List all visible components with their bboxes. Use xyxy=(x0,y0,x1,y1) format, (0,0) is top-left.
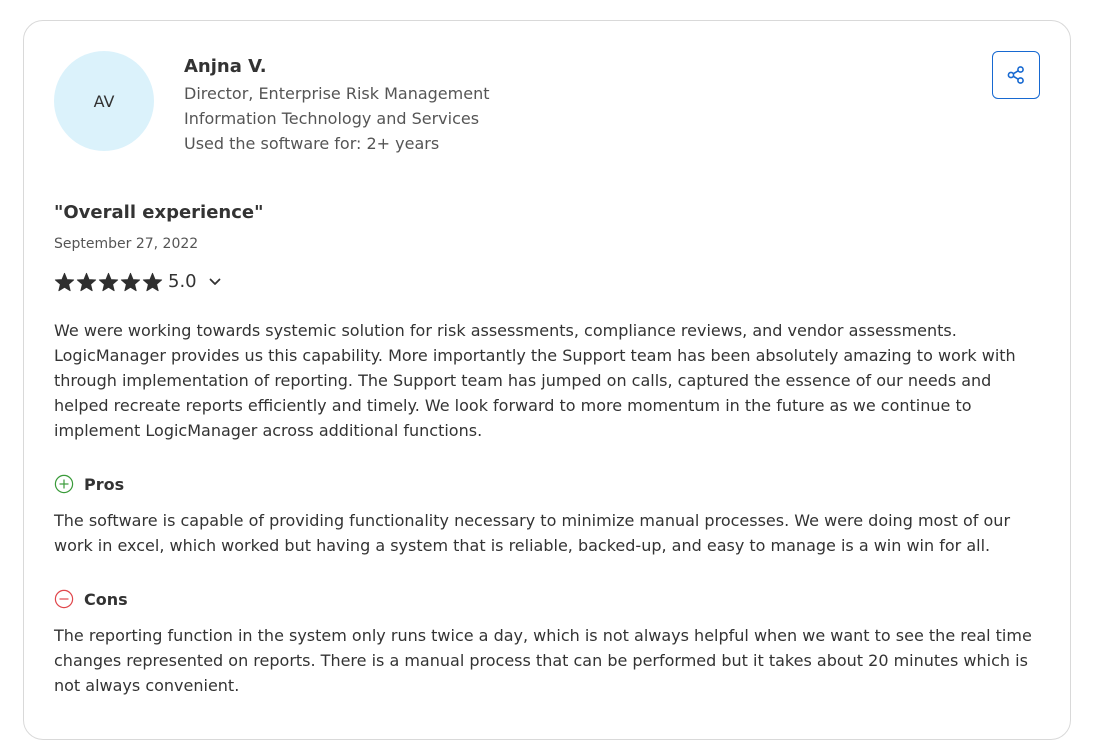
rating-value: 5.0 xyxy=(168,271,197,292)
avatar xyxy=(54,51,154,151)
pros-text: The software is capable of providing functionality necessary to minimize manual processes. We were doing most of our work in excel, which worked but having a system that is reliable, backed-up, and easy to manage is a win win for all. xyxy=(54,511,1011,555)
reviewer-industry: Information Technology and Services xyxy=(184,109,480,128)
star-icon xyxy=(54,272,75,293)
reviewer-usage: Used the software for: 2+ years xyxy=(184,134,440,153)
review-card xyxy=(23,20,1071,740)
star-icon xyxy=(76,272,97,293)
star-icon xyxy=(98,272,119,293)
reviewer-name: Anjna V. xyxy=(184,56,267,77)
pros-heading xyxy=(54,472,124,496)
cons-heading xyxy=(54,587,128,611)
star-icon xyxy=(120,272,141,293)
reviewer-job-title: Director, Enterprise Risk Management xyxy=(184,84,490,103)
share-icon xyxy=(1006,65,1026,85)
minus-circle-icon xyxy=(54,589,74,609)
avatar-initials: AV xyxy=(93,91,115,111)
review-title: "Overall experience" xyxy=(54,202,264,223)
star-icon xyxy=(142,272,163,293)
cons-text: The reporting function in the system only runs twice a day, which is not always helpful when we want to see the real time changes represented on reports. There is a manual process that can be performed but it takes about 20 minutes which is not always convenient. xyxy=(54,626,1032,695)
rating xyxy=(54,269,221,295)
rating-details-toggle[interactable] xyxy=(209,278,221,286)
star-rating xyxy=(54,272,163,293)
review-summary: We were working towards systemic solution for risk assessments, compliance reviews, and vendor assessments. LogicManager provides us this capability. More importantly the Support team has been absolutely amazing to work with through implementation of reporting. The Support team has jumped on calls, captured the essence of our needs and helped recreate reports efficiently and timely. We look forward to more momentum in the future as we continue to implement LogicManager across additional functions. xyxy=(54,321,1016,440)
pros-label: Pros xyxy=(84,474,125,494)
share-button[interactable] xyxy=(992,51,1040,99)
cons-label: Cons xyxy=(84,589,128,609)
reviewer-info xyxy=(184,55,489,156)
plus-circle-icon xyxy=(54,474,74,494)
chevron-down-icon xyxy=(209,278,221,286)
review-date: September 27, 2022 xyxy=(54,236,199,252)
